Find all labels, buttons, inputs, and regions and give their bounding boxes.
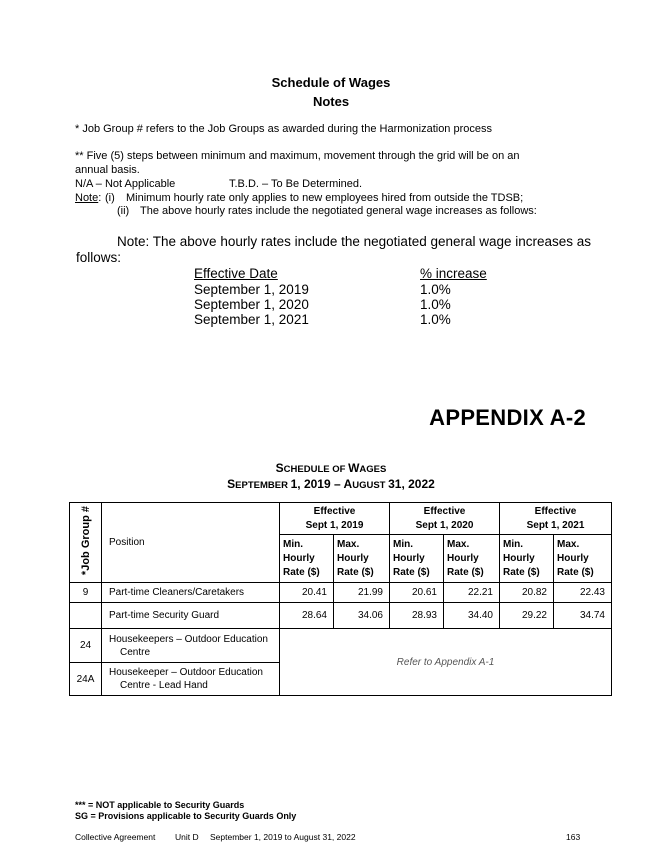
rate-cell: 34.06 bbox=[334, 603, 390, 629]
schedule-dates: SEPTEMBER 1, 2019 – AUGUST 31, 2022 bbox=[227, 477, 435, 491]
period-header-2020: Effective Sept 1, 2020 bbox=[390, 503, 500, 535]
big-note-line1: Note: The above hourly rates include the negotiated general wage increases as bbox=[117, 234, 592, 249]
min-rate-header: Min. Hourly Rate ($) bbox=[280, 535, 334, 583]
rate-cell: 22.43 bbox=[554, 583, 612, 603]
footer-unit: Unit D bbox=[175, 832, 199, 842]
increase-header-date: Effective Date bbox=[194, 266, 278, 281]
schedule-title: SCHEDULE OF WAGES bbox=[275, 461, 387, 475]
increase-row-pct: 1.0% bbox=[420, 312, 451, 327]
refer-to-appendix-cell: Refer to Appendix A-1 bbox=[280, 629, 612, 696]
rate-cell: 20.61 bbox=[390, 583, 444, 603]
rate-cell: 28.93 bbox=[390, 603, 444, 629]
note-ii-text: The above hourly rates include the negotiated general wage increases as follows: bbox=[140, 205, 537, 217]
position-cell: Part-time Security Guard bbox=[102, 603, 280, 629]
increase-row-pct: 1.0% bbox=[420, 282, 451, 297]
note-label bbox=[75, 192, 101, 205]
job-group-header: *Job Group # bbox=[70, 503, 102, 583]
footnote-line2: SG = Provisions applicable to Security Guards Only bbox=[75, 811, 297, 821]
page-number: 163 bbox=[566, 832, 581, 842]
note-colon: : bbox=[98, 192, 102, 204]
rate-cell: 22.21 bbox=[444, 583, 500, 603]
table-row bbox=[70, 603, 612, 629]
appendix-title: APPENDIX A-2 bbox=[429, 405, 586, 430]
max-rate-header: Max. Hourly Rate ($) bbox=[444, 535, 500, 583]
steps-note-line2: annual basis. bbox=[75, 164, 140, 176]
rate-cell: 20.82 bbox=[500, 583, 554, 603]
rate-cell: 34.40 bbox=[444, 603, 500, 629]
increase-row-date: September 1, 2021 bbox=[194, 312, 309, 327]
note-label-text: Note bbox=[75, 192, 99, 204]
rate-cell: 28.64 bbox=[280, 603, 334, 629]
max-rate-header: Max. Hourly Rate ($) bbox=[554, 535, 612, 583]
job-group-note: * Job Group # refers to the Job Groups as awarded during the Harmonization process bbox=[75, 123, 493, 135]
rate-cell: 21.99 bbox=[334, 583, 390, 603]
steps-note-line1: ** Five (5) steps between minimum and maximum, movement through the grid will be on an bbox=[75, 150, 520, 162]
increase-header-pct: % increase bbox=[420, 266, 487, 281]
max-rate-header: Max. Hourly Rate ($) bbox=[334, 535, 390, 583]
job-group-cell: 9 bbox=[70, 583, 102, 603]
job-group-cell bbox=[70, 603, 102, 629]
position-header: Position bbox=[102, 503, 280, 583]
big-note-line2: follows: bbox=[76, 250, 122, 265]
min-rate-header: Min. Hourly Rate ($) bbox=[390, 535, 444, 583]
period-header-2019: Effective Sept 1, 2019 bbox=[280, 503, 390, 535]
job-group-cell: 24A bbox=[70, 663, 102, 696]
footer-left: Collective Agreement bbox=[75, 832, 156, 842]
note-i-text: Minimum hourly rate only applies to new employees hired from outside the TDSB; bbox=[126, 192, 524, 204]
increase-row-date: September 1, 2020 bbox=[194, 297, 309, 312]
na-text: N/A – Not Applicable bbox=[75, 178, 176, 190]
wages-table bbox=[69, 502, 612, 696]
position-cell: Housekeepers – Outdoor Education Centre bbox=[102, 629, 280, 663]
rate-cell: 34.74 bbox=[554, 603, 612, 629]
job-group-cell: 24 bbox=[70, 629, 102, 663]
position-cell: Part-time Cleaners/Caretakers bbox=[102, 583, 280, 603]
note-ii-num: (ii) bbox=[117, 205, 130, 217]
tbd-text: T.B.D. – To Be Determined. bbox=[229, 178, 363, 190]
note-i-num: (i) bbox=[105, 192, 115, 204]
footnote-line1: *** = NOT applicable to Security Guards bbox=[75, 800, 245, 810]
position-cell: Housekeeper – Outdoor Education Centre - Lead Hand bbox=[102, 663, 280, 696]
notes-title: Schedule of Wages bbox=[271, 75, 391, 90]
increase-row-pct: 1.0% bbox=[420, 297, 451, 312]
increase-row-date: September 1, 2019 bbox=[194, 282, 309, 297]
rate-cell: 29.22 bbox=[500, 603, 554, 629]
footer-dates: September 1, 2019 to August 31, 2022 bbox=[210, 832, 356, 842]
min-rate-header: Min. Hourly Rate ($) bbox=[500, 535, 554, 583]
table-row bbox=[70, 629, 612, 663]
rate-cell: 20.41 bbox=[280, 583, 334, 603]
table-row bbox=[70, 583, 612, 603]
notes-subtitle: Notes bbox=[312, 94, 350, 109]
period-header-2021: Effective Sept 1, 2021 bbox=[500, 503, 612, 535]
